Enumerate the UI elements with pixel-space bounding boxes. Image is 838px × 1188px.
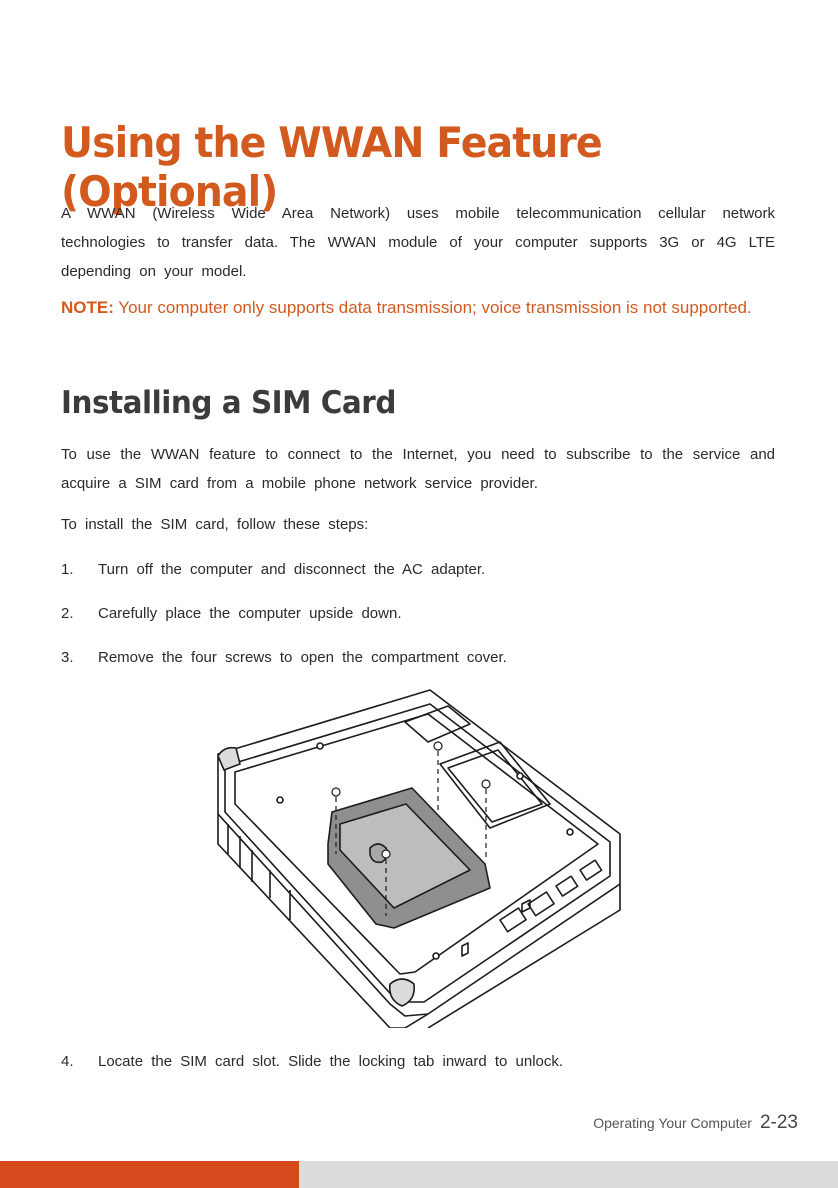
page-number: 2-23 — [759, 1112, 798, 1133]
steps-intro: To install the SIM card, follow these steps: — [61, 516, 369, 533]
step-item — [61, 559, 775, 581]
footer-bar-accent — [0, 1161, 299, 1188]
intro-paragraph: A WWAN (Wireless Wide Area Network) uses mobile telecommunication cellular network technologies to transfer data. The WWAN module of your computer supports 3G or 4G LTE depending on your model. — [61, 205, 775, 280]
step-number: 3. — [61, 649, 74, 666]
step-item — [61, 647, 775, 669]
step-number: 2. — [61, 605, 74, 622]
step-number: 1. — [61, 561, 74, 578]
note-label: NOTE: — [61, 298, 114, 317]
step-number: 4. — [61, 1053, 74, 1070]
step-text: Remove the four screws to open the compartment cover. — [98, 649, 507, 666]
step-text: Carefully place the computer upside down. — [98, 605, 402, 622]
step-text: Locate the SIM card slot. Slide the locking tab inward to unlock. — [98, 1053, 564, 1070]
page-title: Using the WWAN Feature (Optional) — [61, 118, 602, 216]
step-item — [61, 1051, 775, 1073]
note-text: Your computer only supports data transmission; voice transmission is not supported. — [113, 298, 752, 317]
laptop-underside-illustration — [200, 684, 640, 1028]
step-text: Turn off the computer and disconnect the AC adapter. — [98, 561, 486, 578]
note-paragraph — [61, 297, 777, 319]
section-intro-paragraph: To use the WWAN feature to connect to the Internet, you need to subscribe to the service and acquire a SIM card from a mobile phone network service provider. — [61, 446, 775, 492]
step-item — [61, 603, 775, 625]
page-footer — [593, 1112, 798, 1134]
footer-section: Operating Your Computer — [593, 1115, 752, 1131]
section-title: Installing a SIM Card — [61, 385, 396, 421]
footer-bar-gray — [299, 1161, 838, 1188]
